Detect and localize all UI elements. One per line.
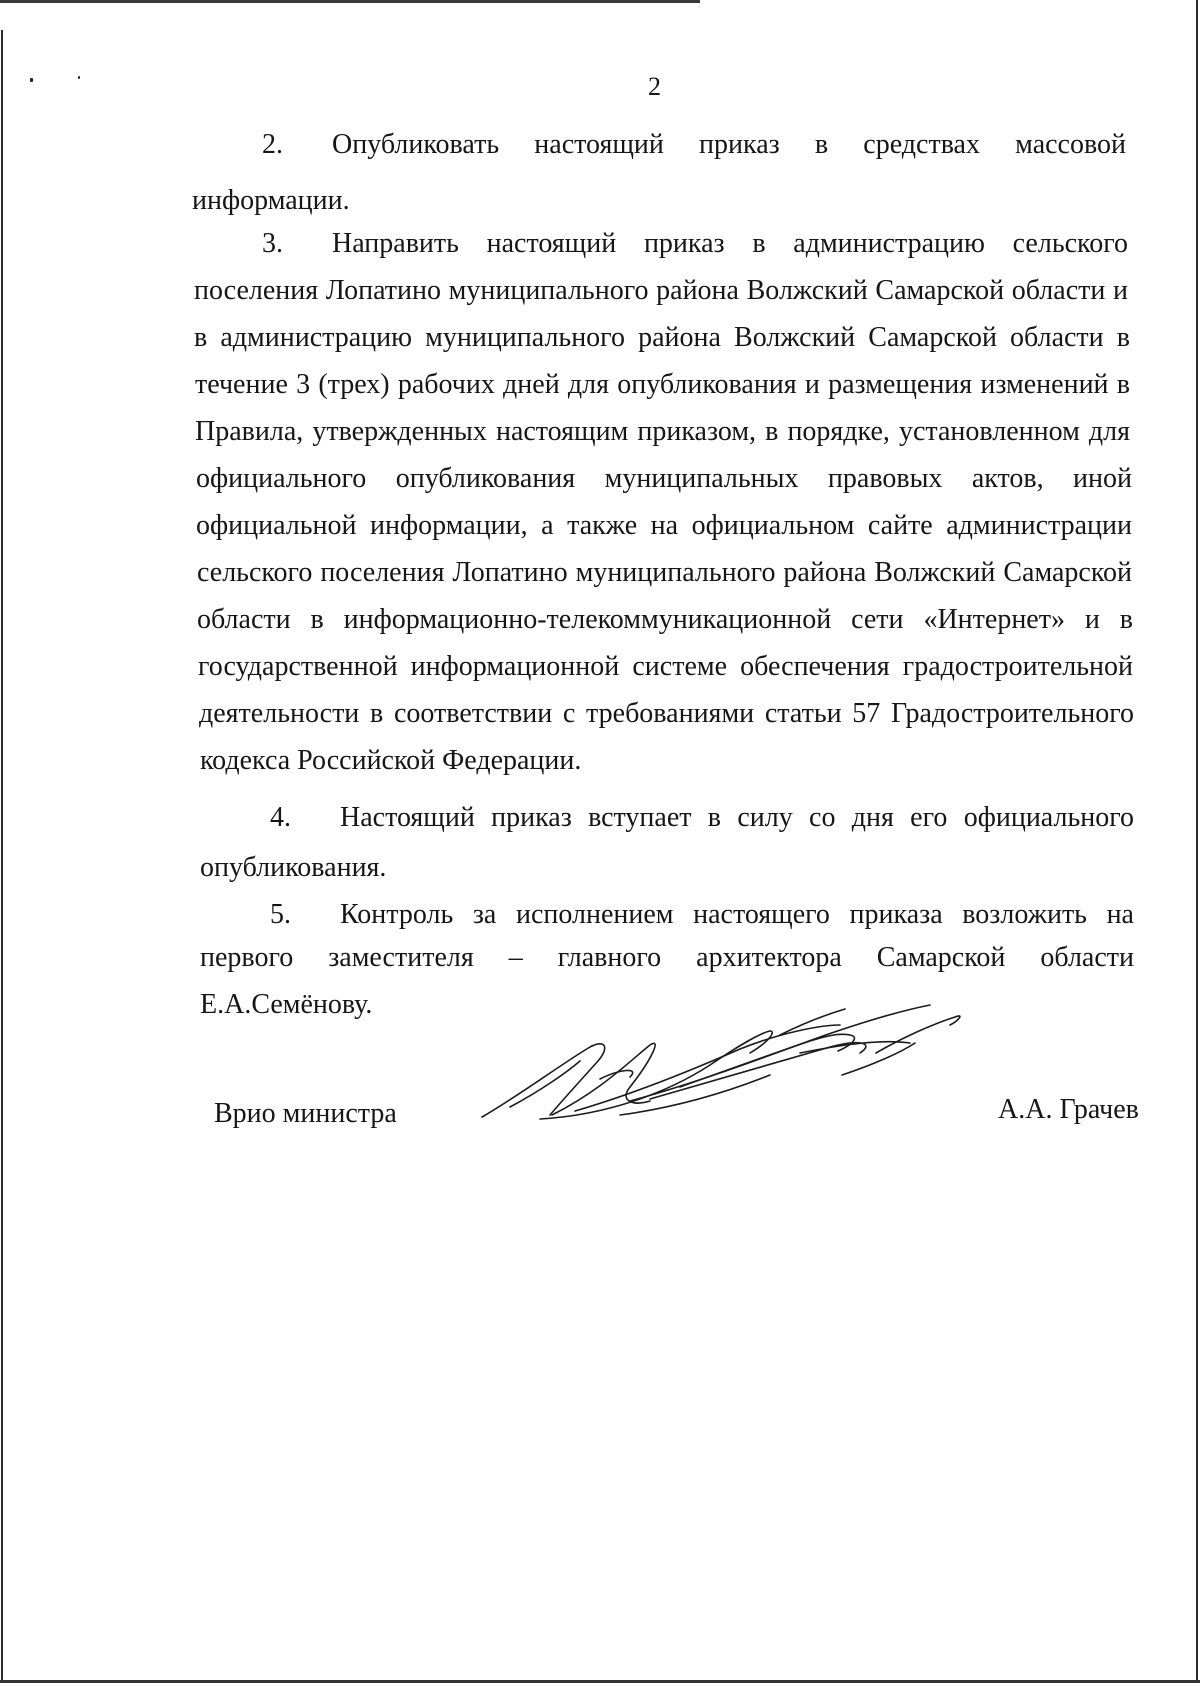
item-3-line-3: в администрацию муниципального района Волжский Самарской области в xyxy=(194,322,1130,353)
item-3-line-6: официального опубликования муниципальных правовых актов, иной xyxy=(196,463,1132,494)
item-2-line-2: информации. xyxy=(192,185,350,216)
item-3-text-1: Направить настоящий приказ в администрацию сельского xyxy=(332,228,1128,259)
item-3-line-2: поселения Лопатино муниципального района Волжский Самарской области и xyxy=(194,275,1128,306)
signatory-name: А.А. Грачев xyxy=(998,1094,1139,1125)
item-3-line-1 xyxy=(262,227,1128,261)
item-3-line-12: кодекса Российской Федерации. xyxy=(200,745,582,776)
signatory-position: Врио министра xyxy=(214,1098,397,1129)
scan-edge-right xyxy=(1196,0,1198,1683)
item-3-line-7: официальной информации, а также на официальном сайте администрации xyxy=(196,510,1132,541)
scan-edge-left xyxy=(1,30,3,1683)
scan-speck xyxy=(78,76,80,79)
handwritten-signature xyxy=(480,995,990,1135)
item-3-line-10: государственной информационной системе обеспечения градостроительной xyxy=(198,651,1133,682)
item-3-line-11: деятельности в соответствии с требованиями статьи 57 Градостроительного xyxy=(199,698,1134,729)
item-5-number: 5. xyxy=(270,899,291,930)
scan-speck xyxy=(30,78,33,82)
item-3-line-8: сельского поселения Лопатино муниципального района Волжский Самарской xyxy=(197,557,1132,588)
item-2-line-1 xyxy=(262,128,1126,162)
item-5-line-3: Е.А.Семёнову. xyxy=(200,989,373,1020)
scan-edge-top xyxy=(0,0,700,3)
item-5-line-1 xyxy=(270,898,1134,932)
item-5-text-1: Контроль за исполнением настоящего приказа возложить на xyxy=(340,899,1134,930)
page-number: 2 xyxy=(648,72,661,101)
item-2-number: 2. xyxy=(262,129,283,160)
item-4-line-1 xyxy=(270,801,1134,835)
item-4-text-1: Настоящий приказ вступает в силу со дня его официального xyxy=(340,802,1134,833)
item-3-number: 3. xyxy=(262,228,283,259)
item-4-line-2: опубликования. xyxy=(200,852,387,883)
item-2-text-1: Опубликовать настоящий приказ в средствах массовой xyxy=(332,129,1126,160)
item-3-line-4: течение 3 (трех) рабочих дней для опубликования и размещения изменений в xyxy=(195,369,1130,400)
item-3-line-9: области в информационно-телекоммуникационной сети «Интернет» и в xyxy=(197,604,1133,635)
item-3-line-5: Правила, утвержденных настоящим приказом, в порядке, установленном для xyxy=(195,416,1130,447)
item-5-line-2: первого заместителя – главного архитектора Самарской области xyxy=(200,942,1134,973)
item-4-number: 4. xyxy=(270,802,291,833)
